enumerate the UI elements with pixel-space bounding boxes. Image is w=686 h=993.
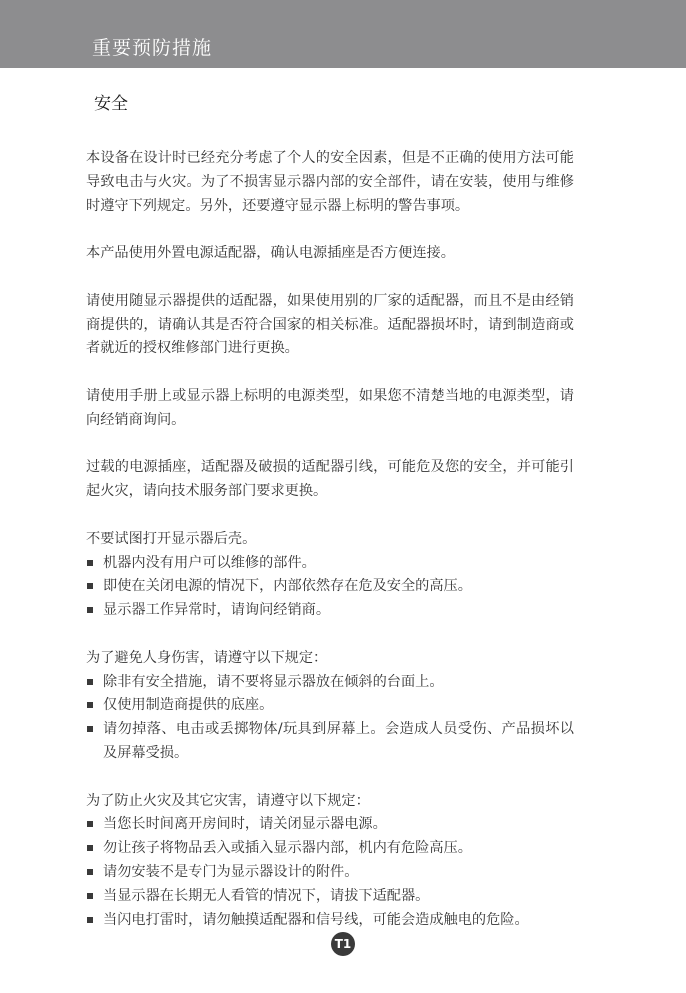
list-item-text: 机器内没有用户可以维修的部件。 xyxy=(103,554,316,571)
bullet-square-icon xyxy=(87,583,93,589)
list-item-text: 除非有安全措施，请不要将显示器放在倾斜的台面上。 xyxy=(103,673,444,690)
list-item-text: 当显示器在长期无人看管的情况下，请拔下适配器。 xyxy=(103,887,430,904)
bullet-list xyxy=(86,813,574,932)
bullet-square-icon xyxy=(87,821,93,827)
list-item-text: 请勿安装不是专门为显示器设计的附件。 xyxy=(103,863,359,880)
list-item xyxy=(86,837,574,861)
page-title: 重要预防措施 xyxy=(92,37,213,59)
bullet-square-icon xyxy=(87,679,93,685)
list-intro: 不要试图打开显示器后壳。 xyxy=(86,530,257,547)
list-item xyxy=(86,599,574,623)
content-body xyxy=(86,147,574,956)
list-item xyxy=(86,885,574,909)
paragraph: 过载的电源插座，适配器及破损的适配器引线，可能危及您的安全，并可能引起火灾，请向技术服务部门要求更换。 xyxy=(86,459,574,500)
paragraph: 请使用随显示器提供的适配器，如果使用别的厂家的适配器，而且不是由经销商提供的，请确认其是否符合国家的相关标准。适配器损坏时，请到制造商或者就近的授权维修部门进行更换。 xyxy=(86,292,574,357)
bullet-square-icon xyxy=(87,893,93,899)
list-item xyxy=(86,694,574,718)
paragraph: 本设备在设计时已经充分考虑了个人的安全因素，但是不正确的使用方法可能导致电击与火灾。为了不损害显示器内部的安全部件，请在安装，使用与维修时遵守下列规定。另外，还要遵守显示器上标明的警告事项。 xyxy=(86,150,574,214)
bullet-list xyxy=(86,671,574,766)
bullet-list xyxy=(86,552,574,623)
list-item xyxy=(86,671,574,695)
list-item-text: 即使在关闭电源的情况下，内部依然存在危及安全的高压。 xyxy=(103,578,472,595)
list-item-text: 仅使用制造商提供的底座。 xyxy=(103,697,274,714)
bullet-square-icon xyxy=(87,607,93,613)
list-item-text: 显示器工作异常时，请询问经销商。 xyxy=(103,602,331,619)
list-item-text: 当您长时间离开房间时，请关闭显示器电源。 xyxy=(103,816,387,833)
bullet-square-icon xyxy=(87,560,93,566)
list-item xyxy=(86,813,574,837)
list-item xyxy=(86,575,574,599)
paragraph: 本产品使用外置电源适配器，确认电源插座是否方便连接。 xyxy=(86,245,455,262)
list-intro: 为了防止火灾及其它灾害，请遵守以下规定： xyxy=(86,792,370,809)
page-number-badge: T1 xyxy=(331,932,355,956)
list-item-text: 请勿掉落、电击或丢掷物体/玩具到屏幕上。会造成人员受伤、产品损坏以及屏幕受损。 xyxy=(103,721,574,761)
bullet-square-icon xyxy=(87,869,93,875)
list-item-text: 当闪电打雷时，请勿触摸适配器和信号线，可能会造成触电的危险。 xyxy=(103,911,529,928)
paragraph: 请使用手册上或显示器上标明的电源类型，如果您不清楚当地的电源类型，请向经销商询问。 xyxy=(86,387,574,428)
list-intro: 为了避免人身伤害，请遵守以下规定： xyxy=(86,649,328,666)
list-item xyxy=(86,861,574,885)
bullet-square-icon xyxy=(87,702,93,708)
bullet-square-icon xyxy=(87,845,93,851)
bullet-square-icon xyxy=(87,917,93,923)
section-heading: 安全 xyxy=(94,94,128,114)
list-item xyxy=(86,718,574,766)
list-item xyxy=(86,909,574,933)
bullet-square-icon xyxy=(87,726,93,732)
list-item-text: 勿让孩子将物品丢入或插入显示器内部，机内有危险高压。 xyxy=(103,840,472,857)
list-group xyxy=(86,528,574,623)
list-group xyxy=(86,647,574,766)
list-item xyxy=(86,552,574,576)
list-group xyxy=(86,790,574,933)
header-bar xyxy=(0,0,686,68)
